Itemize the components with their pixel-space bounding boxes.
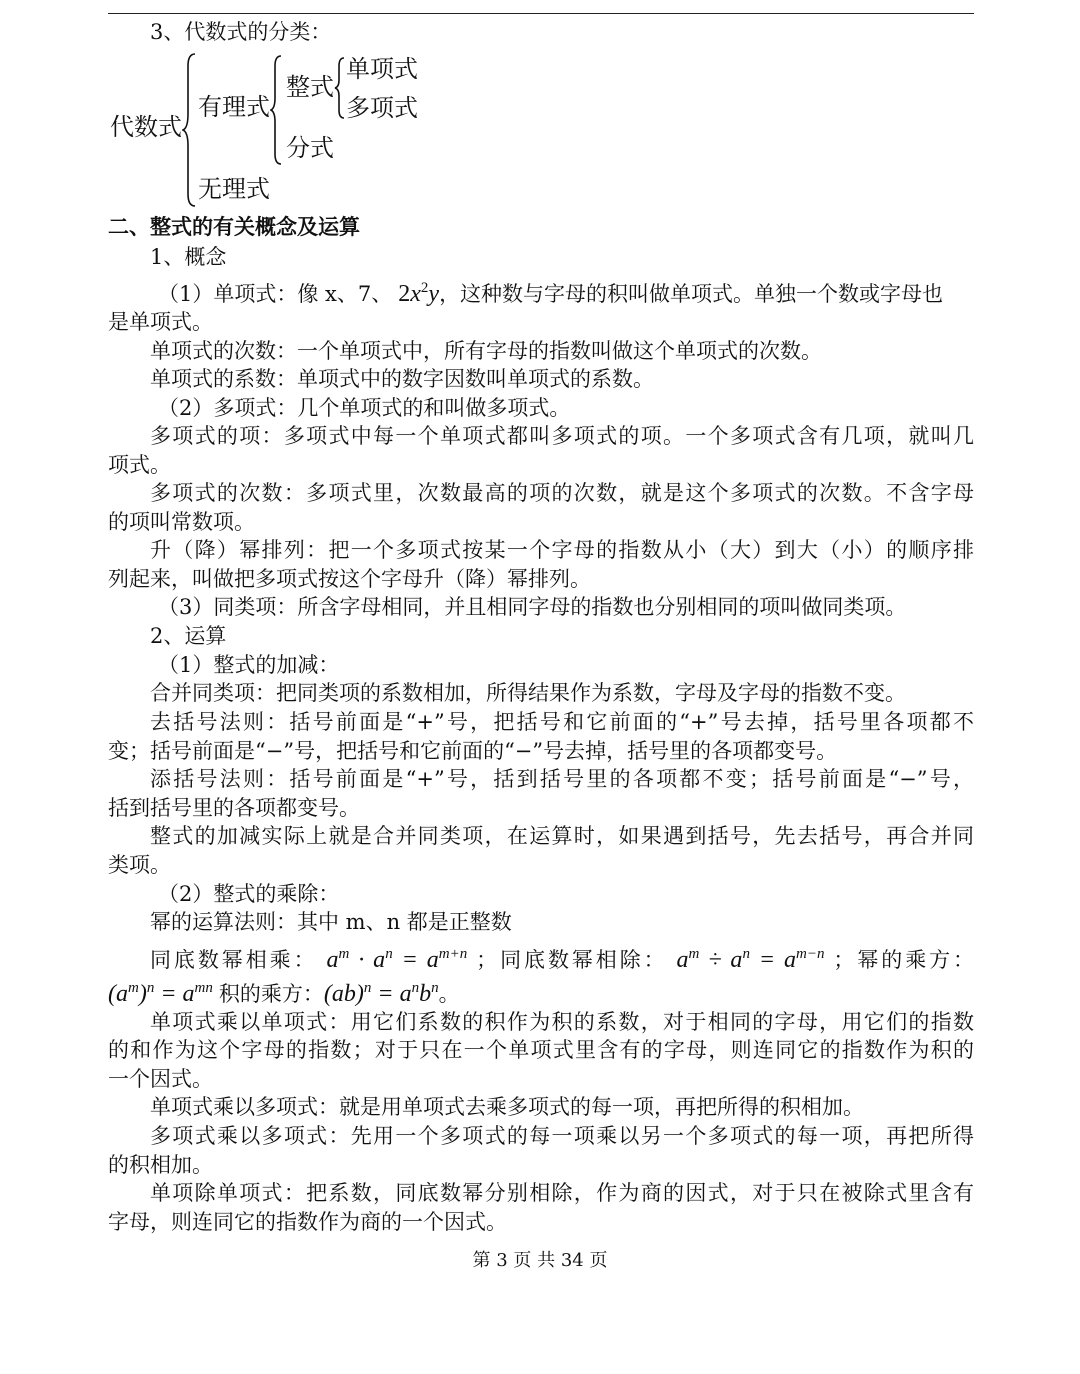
monomial-def-text-b: ，这种数与字母的积叫做单项式。单独一个数或字母也 xyxy=(439,282,944,306)
tree-fractional: 分式 xyxy=(286,134,334,162)
power-order-line1: 升（降）幂排列：把一个多项式按某一个字母的指数从小（大）到大（小）的顺序排 xyxy=(150,538,974,562)
page-number-footer: 第 3 页 共 34 页 xyxy=(472,1250,608,1271)
add-subtract-summary-line2: 类项。 xyxy=(108,853,171,877)
add-subtract-heading: （1）整式的加减： xyxy=(158,653,340,677)
power-rules-line2 xyxy=(108,974,974,1008)
monomial-def-text-a: （1）单项式：像 x、7、 xyxy=(158,282,393,306)
add-brackets-line1: 添括号法则：括号前面是“+”号，括到括号里的各项都不变；括号前面是“−”号， xyxy=(150,767,974,791)
root-brace xyxy=(182,52,196,208)
product-power-label: 积的乘方： xyxy=(218,982,324,1006)
section-2-title: 二、整式的有关概念及运算 xyxy=(108,215,360,239)
concept-heading: 1、概念 xyxy=(150,245,227,269)
mono-div-mono-line2: 字母，则连同它的指数作为商的一个因式。 xyxy=(108,1210,507,1234)
remove-brackets-line1: 去括号法则：括号前面是“+”号，把括号和它前面的“+”号去掉，括号里各项都不 xyxy=(150,710,974,734)
header-rule xyxy=(108,13,974,14)
power-order-line2: 列起来，叫做把多项式按这个字母升（降）幂排列。 xyxy=(108,567,591,591)
tree-monomial: 单项式 xyxy=(346,55,418,83)
tree-root: 代数式 xyxy=(110,113,182,141)
mono-times-mono-line1: 单项式乘以单项式：用它们系数的积作为积的系数，对于相同的字母，用它们的指数 xyxy=(150,1010,974,1034)
mono-div-mono-line1: 单项除单项式：把系数，同底数幂分别相除，作为商的因式，对于只在被除式里含有 xyxy=(150,1181,974,1205)
combine-like-terms: 合并同类项：把同类项的系数相加，所得结果作为系数，字母及字母的指数不变。 xyxy=(150,681,906,705)
monomial-degree: 单项式的次数：一个单项式中，所有字母的指数叫做这个单项式的次数。 xyxy=(150,339,822,363)
polynomial-definition: （2）多项式：几个单项式的和叫做多项式。 xyxy=(158,396,571,420)
same-base-multiply-label: 同底数幂相乘： xyxy=(150,948,318,972)
remove-brackets-line2: 变；括号前面是“−”号，把括号和它前面的“−”号去掉，括号里的各项都变号。 xyxy=(108,739,838,763)
same-base-multiply-formula: $a^m \cdot a^n = a^{m+n}$ xyxy=(317,946,468,973)
same-base-divide-label: ；同底数幂相除： xyxy=(476,948,668,972)
mono-times-poly: 单项式乘以多项式：就是用单项式去乘多项式的每一项，再把所得的积相加。 xyxy=(150,1095,864,1119)
power-rules-intro: 幂的运算法则：其中 m、n 都是正整数 xyxy=(150,910,512,934)
same-base-divide-formula: $a^m \div a^n = a^{m-n}$ xyxy=(667,946,825,973)
monomial-definition-line2: 是单项式。 xyxy=(108,310,213,334)
mono-times-mono-line3: 一个因式。 xyxy=(108,1067,213,1091)
monomial-coefficient: 单项式的系数：单项式中的数字因数叫单项式的系数。 xyxy=(150,367,654,391)
poly-times-poly-line2: 的积相加。 xyxy=(108,1153,213,1177)
power-of-power-label: ；幂的乘方： xyxy=(833,948,975,972)
mono-times-mono-line2: 的和作为这个字母的指数；对于只在一个单项式里含有的字母，则连同它的指数作为积的 xyxy=(108,1038,974,1062)
poly-times-poly-line1: 多项式乘以多项式：先用一个多项式的每一项乘以另一个多项式的每一项，再把所得 xyxy=(150,1124,974,1148)
product-power-formula: $(ab)^n = a^nb^n$ xyxy=(323,980,439,1007)
multiply-divide-heading: （2）整式的乘除： xyxy=(158,882,340,906)
monomial-example-formula: $2x^2y$ xyxy=(392,280,440,307)
operations-heading: 2、运算 xyxy=(150,624,227,648)
power-rules-line1 xyxy=(108,940,974,974)
classification-heading: 3、代数式的分类： xyxy=(150,20,332,44)
add-brackets-line2: 括到括号里的各项都变号。 xyxy=(108,796,360,820)
tree-irrational: 无理式 xyxy=(198,175,270,203)
rational-brace xyxy=(270,54,282,166)
polynomial-term-line2: 项式。 xyxy=(108,453,171,477)
power-of-power-formula: $(a^m)^n = a^{mn}$ xyxy=(108,980,213,1007)
add-subtract-summary-line1: 整式的加减实际上就是合并同类项，在运算时，如果遇到括号，先去括号，再合并同 xyxy=(150,824,974,848)
polynomial-degree-line1: 多项式的次数：多项式里，次数最高的项的次数，就是这个多项式的次数。不含字母 xyxy=(150,481,974,505)
tree-integral: 整式 xyxy=(286,73,334,101)
polynomial-degree-line2: 的项叫常数项。 xyxy=(108,510,255,534)
monomial-definition-line1 xyxy=(108,274,974,308)
like-terms-definition: （3）同类项：所含字母相同，并且相同字母的指数也分别相同的项叫做同类项。 xyxy=(158,595,907,619)
tree-rational: 有理式 xyxy=(198,93,270,121)
integral-brace xyxy=(334,56,345,120)
polynomial-term-line1: 多项式的项：多项式中每一个单项式都叫多项式的项。一个多项式含有几项，就叫几 xyxy=(150,424,974,448)
product-power-period: 。 xyxy=(438,982,460,1006)
tree-polynomial: 多项式 xyxy=(346,94,418,122)
